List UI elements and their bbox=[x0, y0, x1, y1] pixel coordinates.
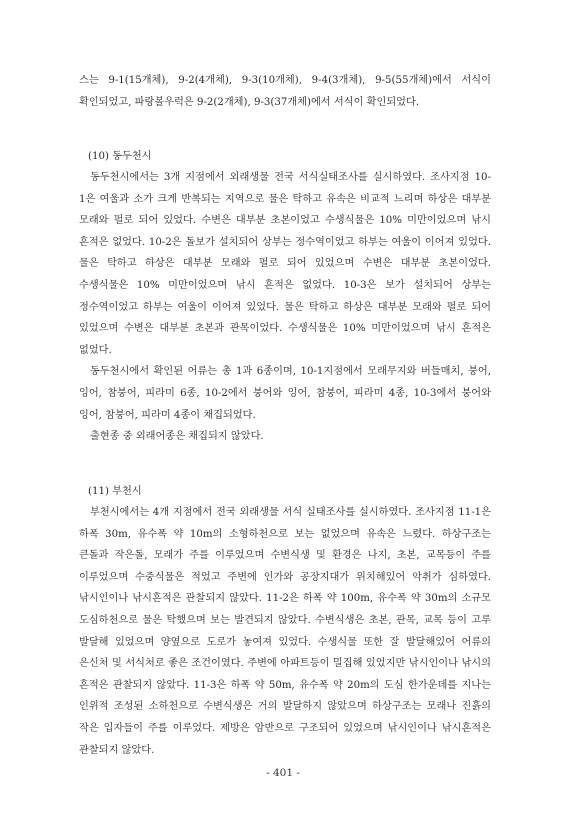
section-heading-dongducheon: (10) 동두천시 bbox=[88, 151, 152, 162]
section-body-bucheon bbox=[79, 502, 491, 761]
section-heading-bucheon: (11) 부천시 bbox=[88, 486, 142, 497]
paragraph-exotic-species: 출현종 중 외래어종은 채집되지 않았다. bbox=[90, 431, 264, 443]
page-number: - 401 - bbox=[266, 767, 300, 779]
paragraph-fish-species: 동두천시에서 확인된 어류는 총 1과 6종이며, 10-1지점에서 모래무지와 버들매치, 붕어, 잉어, 참붕어, 피라미 6종, 10-2에서 붕어와 잉어, 참붕어, 피라미 4종, 10-3에서 붕어와 잉어, 참붕어, 피라미 4종이 채집되었다. bbox=[79, 366, 491, 421]
intro-text bbox=[79, 70, 491, 113]
paragraph-survey-sites: 동두천시에서는 3개 지점에서 외래생물 전국 서식실태조사를 실시하였다. 조사지점 10-1은 여울과 소가 크게 반복되는 지역으로 물은 탁하고 유속은 비교적 느리며 하상은 대부분 모래와 펄로 되어 있었다. 수변은 대부분 초본이었고 수생식물은 10% 미만이었으며 낚시 흔적은 없었다. 10-2은 돌보가 설치되어 상부는 정수역이었고 하부는 여울이 이어져 있었다. 물은 탁하고 하상은 대부분 모래와 펄로 되어 있었으며 수변은 대부분 초본이었다. 수생식물은 10% 미만이었으며 낚시 흔적은 없었다. 10-3은 보가 설치되어 상부는 정수역이었고 하부는 여울이 이어져 있었다. 물은 탁하고 하상은 대부분 모래와 펄로 되어 있었으며 수변은 대부분 초본과 관목이었다. 수생식물은 10% 미만이었으며 낚시 흔적은 없었다. bbox=[79, 172, 491, 356]
section-body-dongducheon bbox=[79, 167, 491, 448]
paragraph-bucheon-survey: 부천시에서는 4개 지점에서 전국 외래생물 서식 실태조사를 실시하였다. 조사지점 11-1은 하폭 30m, 유수폭 약 10m의 소형하천으로 보는 없었으며 유속은 느렸다. 하상구조는 큰돌과 작은돌, 모래가 주를 이루었으며 수변식생 및 환경은 나지, 초본, 교목등이 주를 이루었으며 수중식물은 적었고 주변에 인가와 공장지대가 위치해있어 악취가 심하였다. 낚시인이나 낚시흔적은 관찰되지 않았다. 11-2은 하폭 약 100m, 유수폭 약 30m의 소규모 도심하천으로 물은 탁했으며 보는 발견되지 않았다. 수변식생은 초본, 관목, 교목 등이 고루 발달해 있었으며 양옆으로 도로가 놓여져 있었다. 수생식물 또한 잘 발달해있어 어류의 은신처 및 서식처로 좋은 조건이였다. 주변에 아파트등이 밀집해 있었지만 낚시인이나 낚시의 흔적은 관찰되지 않았다. 11-3은 하폭 약 50m, 유수폭 약 20m의 도심 한가운데를 지나는 인위적 조성된 소하천으로 수변식생은 거의 발달하지 않았으며 하상구조는 모래나 진흙의 작은 입자들이 주를 이루었다. 제방은 암반으로 구조되어 있었으며 낚시인이나 낚시흔적은 관찰되지 않았다. bbox=[79, 507, 491, 756]
intro-paragraph: 스는 9-1(15개체), 9-2(4개체), 9-3(10개체), 9-4(3개체), 9-5(55개체)에서 서식이 확인되었고, 파랑볼우럭은 9-2(2개체), 9-3(37개체)에서 서식이 확인되었다. bbox=[79, 75, 491, 108]
